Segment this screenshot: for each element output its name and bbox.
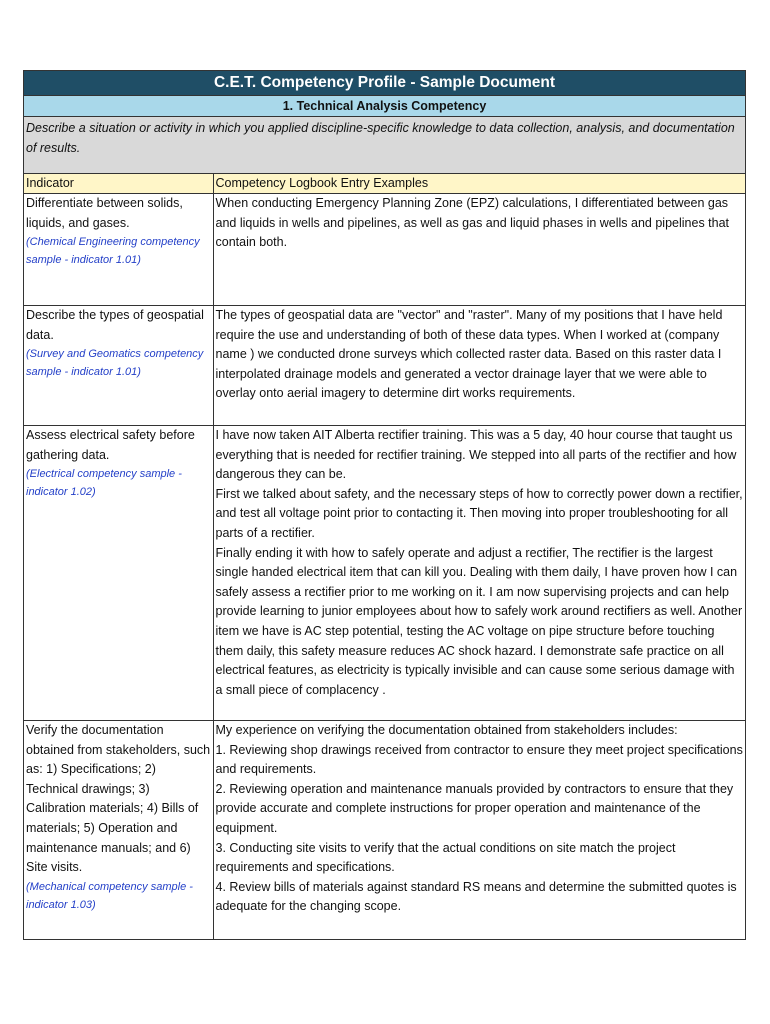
indicator-note: (Survey and Geomatics competency sample - indicator 1.01) — [26, 348, 204, 379]
entry-paragraph: 1. Reviewing shop drawings received from contractor to ensure they meet project specifications and requirements. — [215, 742, 743, 777]
indicator-column-header: Indicator — [24, 174, 213, 194]
table-header-row — [24, 174, 745, 194]
indicator-note: (Mechanical competency sample - indicator 1.03) — [26, 880, 193, 911]
table-row — [24, 721, 745, 940]
entry-paragraph: My experience on verifying the documentation obtained from stakeholders includes: — [215, 723, 678, 737]
entry-paragraph: I have now taken AIT Alberta rectifier training. This was a 5 day, 40 hour course that taught us everything that is needed for rectifier training. We stepped into all parts of the rectifier and how dangerous they can be. — [215, 428, 737, 482]
indicator-cell — [24, 426, 213, 721]
table-row — [24, 306, 745, 426]
indicator-text: Differentiate between solids, liquids, and gases. — [26, 196, 183, 230]
entry-paragraph: 2. Reviewing operation and maintenance manuals provided by contractors to ensure that they provide accurate and complete instructions for proper operation and maintenance of the equipment. — [215, 781, 734, 835]
document-title: C.E.T. Competency Profile - Sample Document — [24, 71, 745, 96]
section-prompt: Describe a situation or activity in which you applied discipline-specific knowledge to data collection, analysis, and documentation of results. — [24, 117, 745, 174]
competency-document — [23, 70, 746, 940]
entry-paragraph: First we talked about safety, and the necessary steps of how to correctly power down a rectifier, and test all voltage point prior to contacting it. Then moving into proper troubleshooting for all parts of a rectifier. — [215, 486, 743, 540]
entry-paragraph: Finally ending it with how to safely operate and adjust a rectifier, The rectifier is the largest single handed electrical item that can kill you. Dealing with them daily, I have proven how I can safely assess a rectifier prior to me working on it. I am now supervising projects and can help provide learning to junior employees about how to safely work around rectifiers as well. Another item we have is AC step potential, testing the AC voltage on pipe structure before touching them daily, this safety measure reduces AC shock hazard. I demonstrate safe practice on all electrical features, as electricity is typically invisible and can cause some serious damage with a small piece of complacency . — [215, 545, 743, 697]
indicator-note: (Electrical competency sample - indicator 1.02) — [26, 468, 182, 499]
entry-cell — [213, 194, 745, 306]
table-row — [24, 426, 745, 721]
entry-paragraph: 3. Conducting site visits to verify that the actual conditions on site match the project requirements and specifications. — [215, 840, 676, 875]
entry-cell — [213, 306, 745, 426]
entry-cell — [213, 426, 745, 721]
section-title: 1. Technical Analysis Competency — [24, 96, 745, 117]
indicator-cell — [24, 721, 213, 940]
indicator-cell — [24, 306, 213, 426]
indicator-text: Describe the types of geospatial data. — [26, 308, 204, 342]
table-row — [24, 194, 745, 306]
entry-paragraph: The types of geospatial data are "vector" and "raster". Many of my positions that I have held require the use and understanding of both of these data types. When I worked at (company name ) we conducted drone surveys which collected raster data. Based on this raster data I interpolated drainage models and generated a vector drainage layer that we were able to overlay onto aerial imagery to determine dirt works requirements. — [215, 308, 723, 401]
indicator-text: Verify the documentation obtained from stakeholders, such as: 1) Specifications; 2) Technical drawings; 3) Calibration materials; 4) Bills of materials; 5) Operation and maintenance manuals; and 6) Site visits. — [26, 723, 211, 875]
indicator-note: (Chemical Engineering competency sample - indicator 1.01) — [26, 236, 200, 267]
entry-cell — [213, 721, 745, 940]
indicator-cell — [24, 194, 213, 306]
entry-paragraph: When conducting Emergency Planning Zone (EPZ) calculations, I differentiated between gas and liquids in wells and pipelines, as well as gas and liquid phases in wells and pipelines that contain both. — [215, 196, 730, 250]
examples-column-header: Competency Logbook Entry Examples — [213, 174, 745, 194]
indicator-text: Assess electrical safety before gathering data. — [26, 428, 195, 462]
competency-table — [24, 174, 745, 939]
entry-paragraph: 4. Review bills of materials against standard RS means and determine the submitted quotes is adequate for the changing scope. — [215, 879, 737, 914]
